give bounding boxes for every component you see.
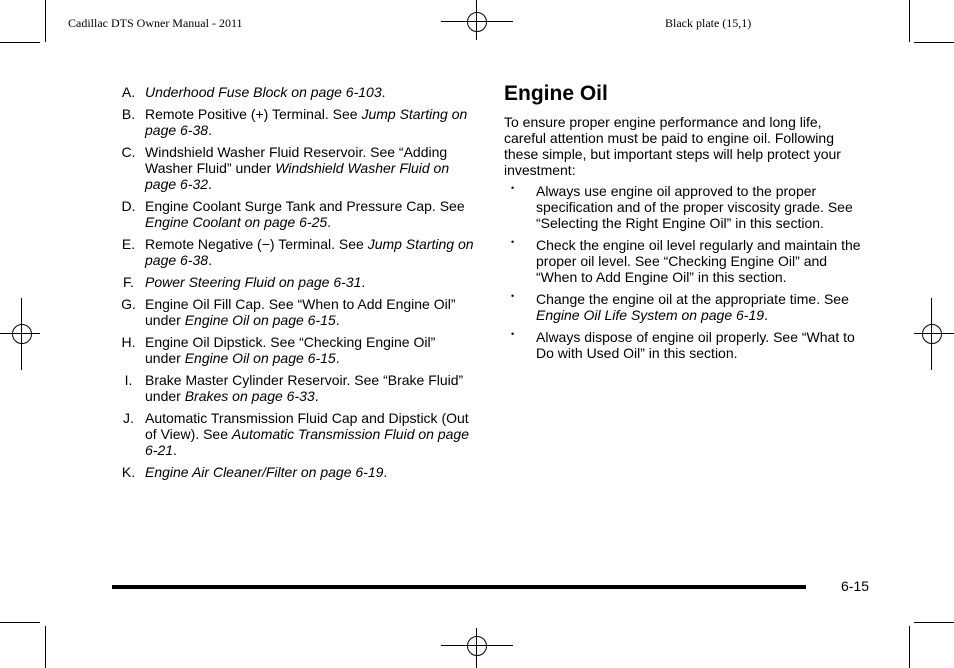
list-item: D. Engine Coolant Surge Tank and Pressure Cap. See Engine Coolant on page 6-25. (112, 198, 474, 230)
page-number: 6-15 (841, 578, 870, 594)
cross-reference-link[interactable]: Power Steering Fluid on page 6-31 (145, 274, 362, 290)
callout-letter: K. (121, 464, 136, 480)
list-item: H. Engine Oil Dipstick. See “Checking Engine Oil” under Engine Oil on page 6-15. (112, 334, 474, 366)
list-item (504, 237, 872, 285)
crop-mark-bottom-left-v (45, 626, 46, 668)
header-manual-title: Cadillac DTS Owner Manual - 2011 (68, 16, 243, 30)
list-item: G. Engine Oil Fill Cap. See “When to Add Engine Oil” under Engine Oil on page 6-15. (112, 296, 474, 328)
bullet-icon: • (511, 237, 515, 247)
bullet-text: Always use engine oil approved to the proper specification and of the proper viscosity grade. See “Selecting the Right Engine Oil” in this section. (536, 183, 853, 231)
list-item (504, 329, 872, 361)
callout-text: Windshield Washer Fluid Reservoir. See “Adding Washer Fluid” under (145, 144, 448, 176)
callout-text: Engine Oil Dipstick. See “Checking Engine Oil” under (145, 334, 436, 366)
list-item: B. Remote Positive (+) Terminal. See Jump Starting on page 6-38. (112, 106, 474, 138)
callout-letter: J. (123, 410, 134, 426)
registration-mark-top (441, 0, 513, 44)
callout-text: Remote Positive (+) Terminal. See (145, 106, 362, 122)
crop-mark-top-left-v (45, 0, 46, 42)
header-plate-label: Black plate (15,1) (665, 16, 752, 30)
callout-text: Engine Coolant Surge Tank and Pressure Cap. See (145, 198, 465, 214)
section-intro: To ensure proper engine performance and long life, careful attention must be paid to engine oil. Following these simple, but important steps will help protect your investment: (504, 114, 841, 178)
bullet-text: Always dispose of engine oil properly. See “What to Do with Used Oil” in this section. (536, 329, 855, 361)
callout-text: Brake Master Cylinder Reservoir. See “Brake Fluid” under (145, 372, 464, 404)
cross-reference-link[interactable]: Engine Oil Life System on page 6-19 (536, 307, 765, 323)
cross-reference-link[interactable]: Jump Starting on page 6-38 (145, 106, 468, 138)
list-item (504, 183, 872, 231)
cross-reference-link[interactable]: Engine Coolant on page 6-25 (145, 214, 328, 230)
callout-letter: A. (121, 84, 136, 100)
callout-text: Remote Negative (−) Terminal. See (145, 236, 368, 252)
callout-letter: F. (123, 274, 134, 290)
crop-mark-top-right-v (909, 0, 910, 42)
registration-mark-right (910, 298, 954, 370)
callout-letter: E. (121, 236, 136, 252)
registration-mark-bottom (441, 624, 513, 668)
callout-letter: H. (121, 334, 136, 350)
footer-rule (112, 585, 806, 589)
crop-mark-bottom-right-h (914, 622, 954, 623)
list-item: C. Windshield Washer Fluid Reservoir. See “Adding Washer Fluid” under Windshield Washer Fluid on page 6-32. (112, 144, 474, 192)
callout-list (112, 84, 474, 486)
bullet-icon: • (511, 291, 515, 301)
bullet-text: Check the engine oil level regularly and maintain the proper oil level. See “Checking Engine Oil” and “When to Add Engine Oil” in this section. (536, 237, 861, 285)
cross-reference-link[interactable]: Engine Oil on page 6-15 (184, 312, 336, 328)
callout-text: Automatic Transmission Fluid Cap and Dipstick (Out of View). See (145, 410, 469, 442)
crop-mark-top-right-h (914, 42, 954, 43)
callout-text: Engine Oil Fill Cap. See “When to Add Engine Oil” under (145, 296, 456, 328)
cross-reference-link[interactable]: Underhood Fuse Block on page 6-103 (145, 84, 382, 100)
list-item: K. Engine Air Cleaner/Filter on page 6-19. (112, 464, 474, 480)
bullet-icon: • (511, 329, 515, 339)
list-item: E. Remote Negative (−) Terminal. See Jump Starting on page 6-38. (112, 236, 474, 268)
crop-mark-top-left-h (0, 42, 40, 43)
cross-reference-link[interactable]: Windshield Washer Fluid on page 6-32 (145, 160, 450, 192)
crop-mark-bottom-right-v (909, 626, 910, 668)
cross-reference-link[interactable]: Jump Starting on page 6-38 (145, 236, 474, 268)
cross-reference-link[interactable]: Engine Oil on page 6-15 (184, 350, 336, 366)
registration-mark-left (0, 298, 44, 370)
list-item: • Change the engine oil at the appropriate time. See Engine Oil Life System on page 6-19. (504, 291, 872, 323)
callout-letter: C. (121, 144, 136, 160)
bullet-list (504, 183, 872, 367)
callout-letter: D. (121, 198, 136, 214)
list-item: J. Automatic Transmission Fluid Cap and Dipstick (Out of View). See Automatic Transmission Fluid on page 6-21. (112, 410, 474, 458)
callout-letter: G. (121, 296, 136, 312)
section-title: Engine Oil (504, 82, 608, 105)
callout-letter: B. (121, 106, 136, 122)
bullet-text: Change the engine oil at the appropriate time. See (536, 291, 849, 307)
cross-reference-link[interactable]: Automatic Transmission Fluid on page 6-21 (145, 426, 469, 458)
list-item: F. Power Steering Fluid on page 6-31. (112, 274, 474, 290)
cross-reference-link[interactable]: Brakes on page 6-33 (184, 388, 315, 404)
callout-letter: I. (124, 372, 133, 388)
cross-reference-link[interactable]: Engine Air Cleaner/Filter on page 6-19 (145, 464, 384, 480)
list-item: I. Brake Master Cylinder Reservoir. See “Brake Fluid” under Brakes on page 6-33. (112, 372, 474, 404)
bullet-icon: • (511, 183, 515, 193)
list-item: A. Underhood Fuse Block on page 6-103. (112, 84, 474, 100)
crop-mark-bottom-left-h (0, 622, 40, 623)
